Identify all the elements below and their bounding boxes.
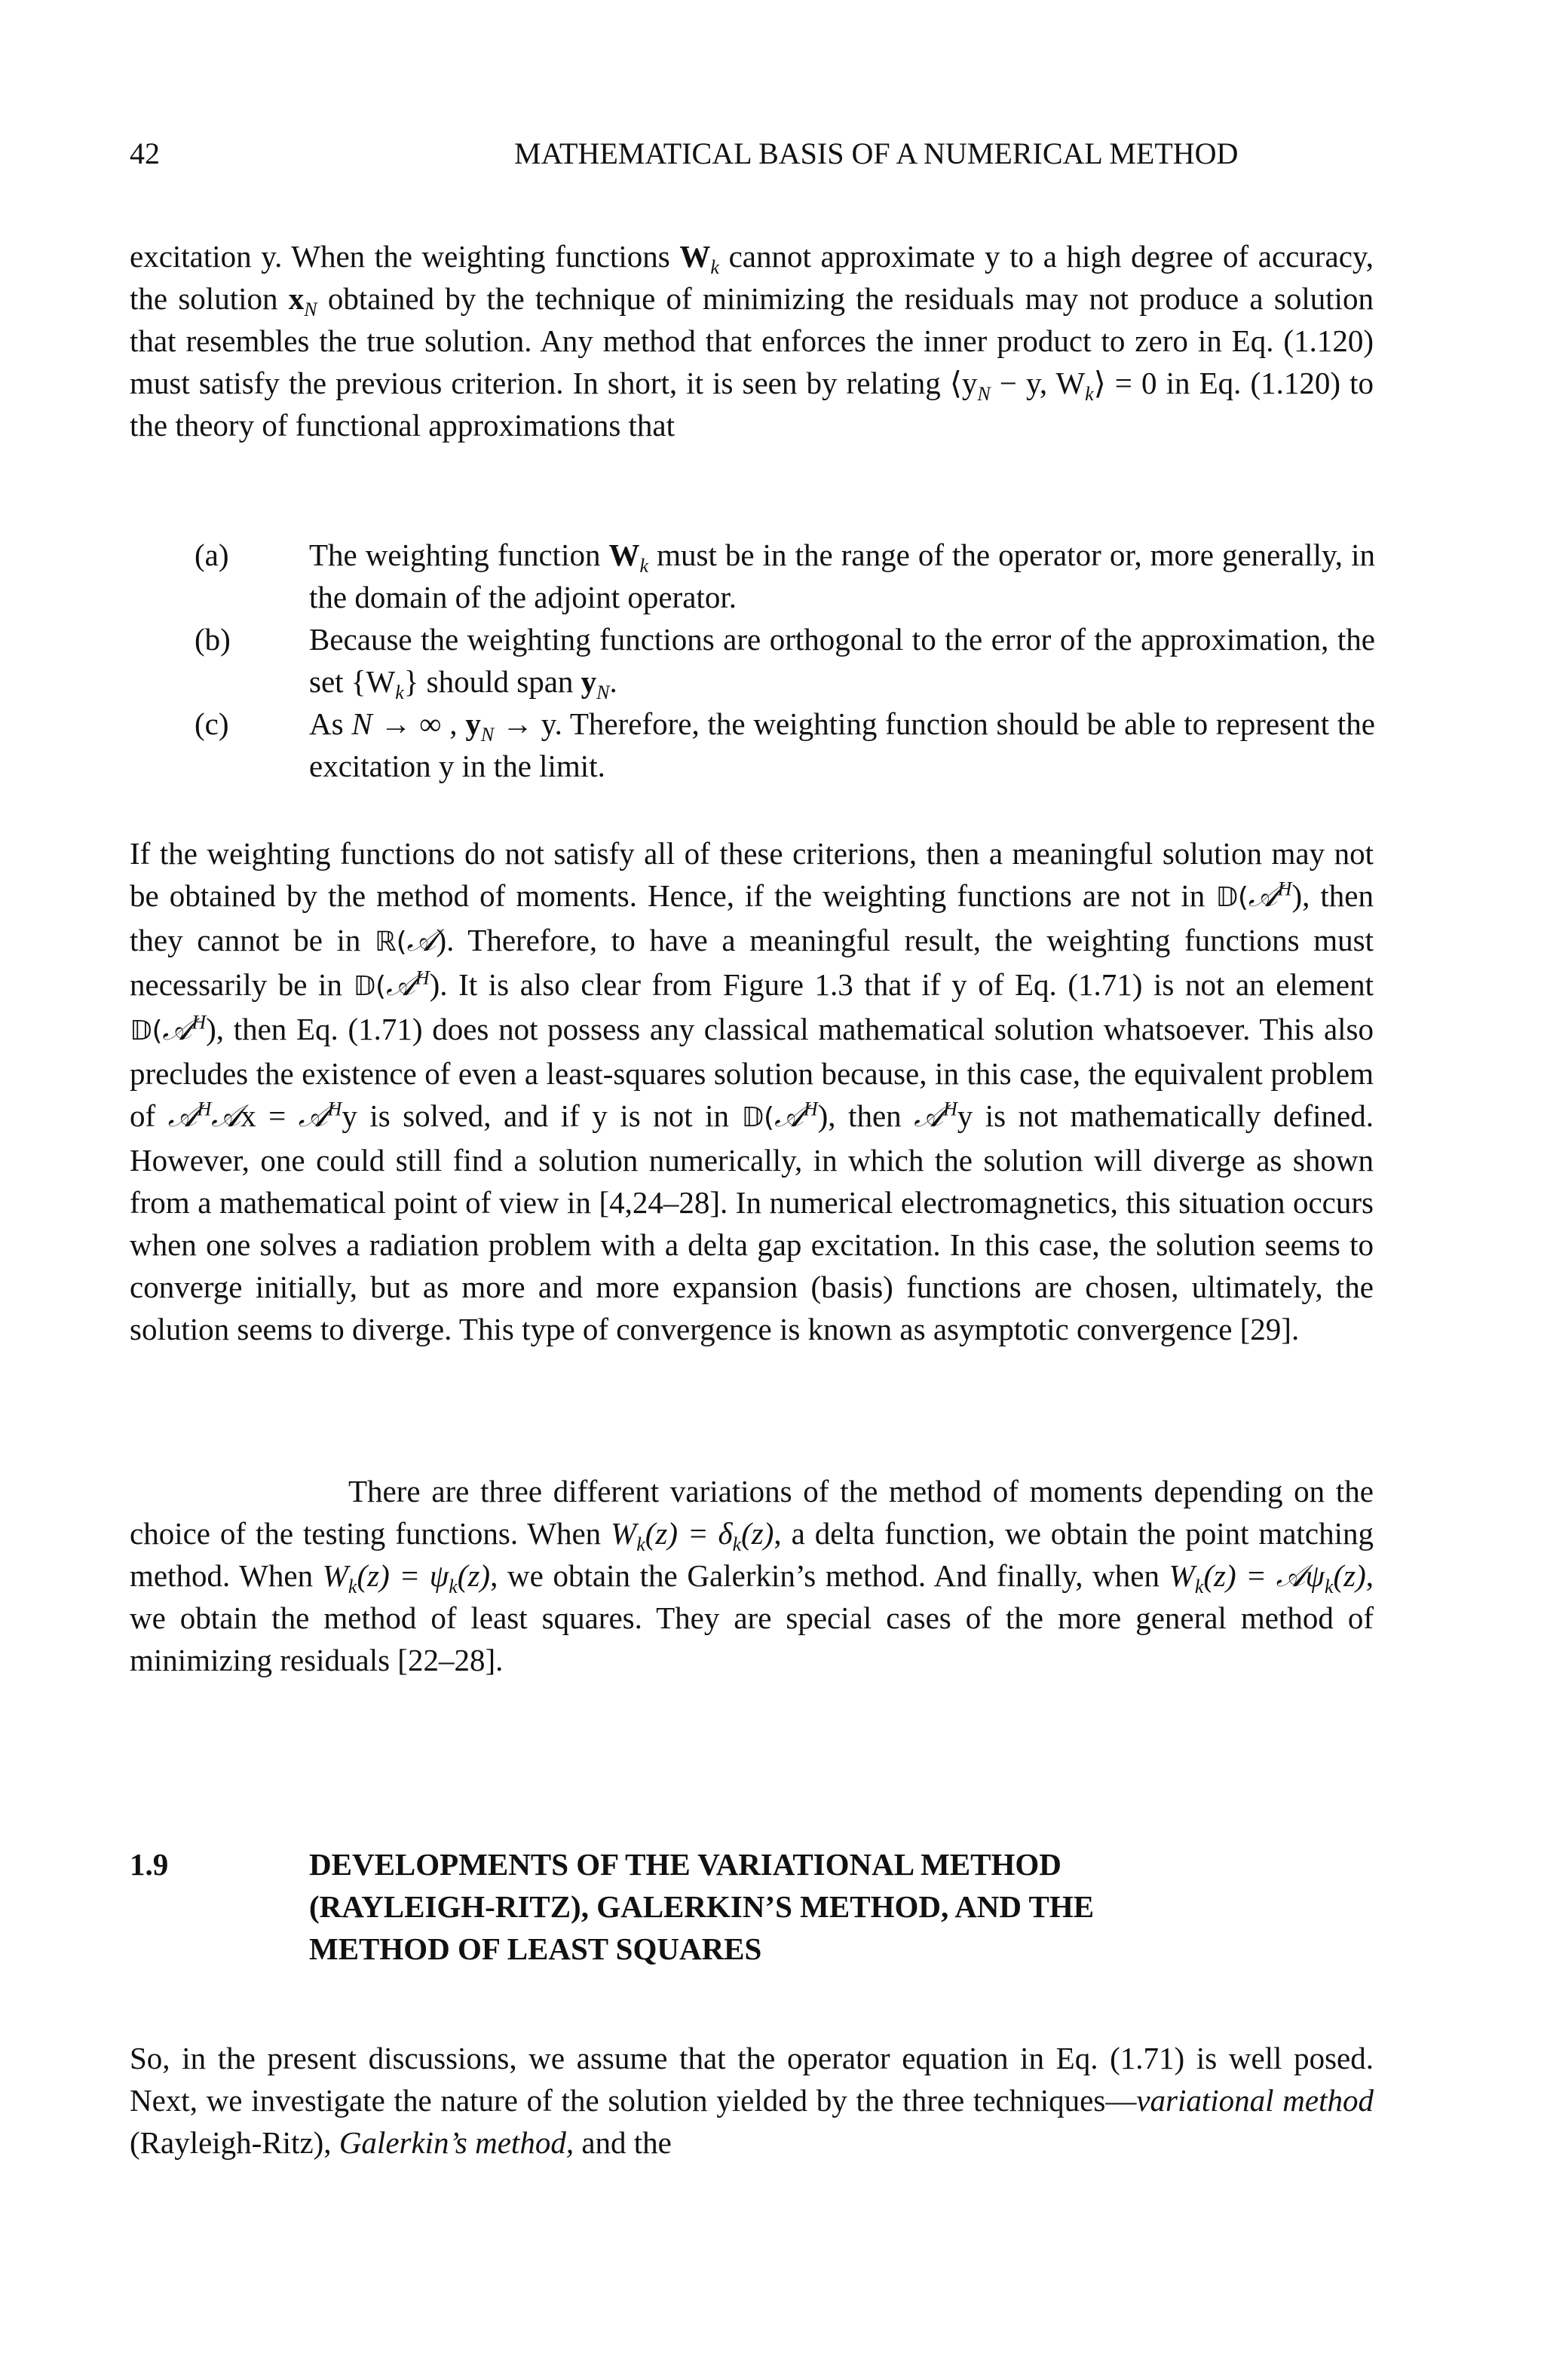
paragraph-2: If the weighting functions do not satisfy all of these criterions, then a meaningful solution may not be obtained by the method of moments. Hence, if the weighting functions are not in 𝔻(𝒜$^H$), then they cannot be in ℝ(𝒜). Therefore, to have a meaningful result, the weighting functions must necessarily be in 𝔻(𝒜$^H$). It is also clear from Figure 1.3 that if y of Eq. (1.71) is not an element 𝔻(𝒜$^H$), then Eq. (1.71) does not possess any classical mathematical solution whatsoever. This also precludes the existence of even a least-squares solution because, in this case, the equivalent problem of 𝒜$^H$𝒜x = 𝒜$^H$y is solved, and if y is not in 𝔻(𝒜$^H$), then 𝒜$^H$y is not mathematically defined. However, one could still find a solution numerically, in which the solution will diverge as shown from a mathematical point of view in [4,24–28]. In numerical electromagnetics, this situation occurs when one solves a radiation problem with a delta gap excitation. In this case, the solution seems to converge initially, but as more and more expansion (basis) functions are chosen, ultimately, the solution seems to diverge. This type of convergence is known as asymptotic convergence [29]. [130, 836, 1374, 1346]
list-item: (c) As N → ∞ , $y_N \to y$. Therefore, the weighting function should be able to represent the excitation y in the limit. [195, 706, 1375, 783]
paragraph-4: So, in the present discussions, we assume that the operator equation in Eq. (1.71) is well posed. Next, we investigate the nature of the solution yielded by the three techniques—variational method (Rayleigh-Ritz), Galerkin’s method, and the [130, 2041, 1374, 2160]
paragraph-1: excitation y. When the weighting functions $W_k$ cannot approximate y to a high degree of accuracy, the solution $x_N$ obtained by the technique of minimizing the residuals may not produce a solution that resembles the true solution. Any method that enforces the inner product to zero in Eq. (1.120) must satisfy the previous criterion. In short, it is seen by relating $⟨y_N - y$, $W_k⟩ = 0$ in Eq. (1.120) to the theory of functional approximations that [130, 239, 1374, 443]
list-item: (b) Because the weighting functions are orthogonal to the error of the approximation, the set $\{W_k\}$ should span $y_N$. [195, 622, 1375, 704]
running-header [130, 136, 1381, 181]
list-item: (a) The weighting function $W_k$ must be in the range of the operator or, more generally, in the domain of the adjoint operator. [195, 538, 1375, 614]
running-title: MATHEMATICAL BASIS OF A NUMERICAL METHOD [514, 136, 1239, 170]
section-title: DEVELOPMENTS OF THE VARIATIONAL METHOD (RAYLEIGH-RITZ), GALERKIN’S METHOD, AND THE METHOD OF LEAST SQUARES [309, 1847, 1095, 1966]
section-number: 1.9 [130, 1847, 169, 1882]
criteria-list [195, 534, 1375, 787]
page-number: 42 [130, 136, 160, 170]
inner-product: $⟨y_N - y$, $W_k⟩ = 0$ [949, 366, 1157, 406]
paragraph-3: There are three different variations of the method of moments depending on the choice of the testing functions. When $W_k(z) = \delta_k(z)$, a delta function, we obtain the point matching method. When $W_k(z) = \psi_k(z)$, we obtain the Galerkin’s method. And finally, when $W_k(z)$ = 𝒜ψ$_k$(z), we obtain the method of least squares. They are special cases of the more general method of minimizing residuals [22–28]. [130, 1474, 1374, 1677]
